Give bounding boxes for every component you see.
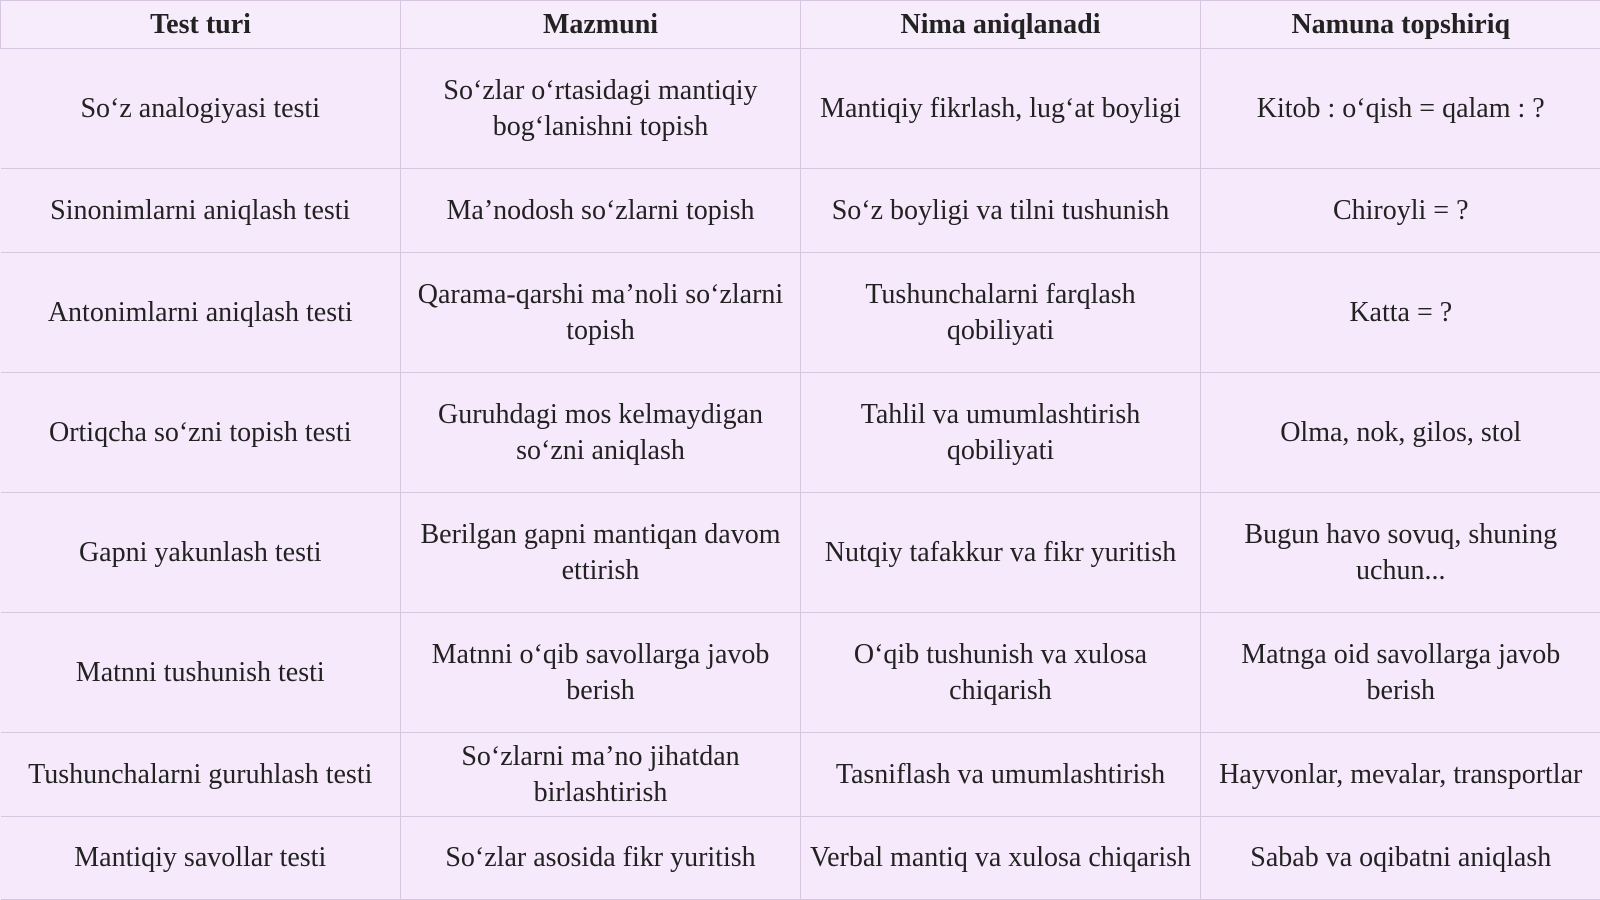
cell-namuna-topshiriq: Sabab va oqibatni aniqlash [1201, 817, 1600, 900]
cell-nima-aniqlanadi: Mantiqiy fikrlash, lug‘at boyligi [801, 49, 1201, 169]
cell-test-turi: Matnni tushunish testi [1, 613, 401, 733]
cell-test-turi: Mantiqiy savollar testi [1, 817, 401, 900]
table-row [1, 493, 1600, 613]
table-row [1, 373, 1600, 493]
cell-nima-aniqlanadi: Nutqiy tafakkur va fikr yuritish [801, 493, 1201, 613]
cell-mazmuni: Guruhdagi mos kelmaydigan so‘zni aniqlash [401, 373, 801, 493]
cell-test-turi: Tushunchalarni guruhlash testi [1, 733, 401, 817]
cell-namuna-topshiriq: Chiroyli = ? [1201, 169, 1600, 253]
cell-mazmuni: Matnni o‘qib savollarga javob berish [401, 613, 801, 733]
cell-test-turi: Antonimlarni aniqlash testi [1, 253, 401, 373]
cell-nima-aniqlanadi: Tushunchalarni farqlash qobiliyati [801, 253, 1201, 373]
cell-nima-aniqlanadi: O‘qib tushunish va xulosa chiqarish [801, 613, 1201, 733]
table-row [1, 733, 1600, 817]
table-header-row [1, 1, 1600, 49]
cell-namuna-topshiriq: Kitob : o‘qish = qalam : ? [1201, 49, 1600, 169]
cell-mazmuni: Qarama-qarshi ma’noli so‘zlarni topish [401, 253, 801, 373]
cell-nima-aniqlanadi: So‘z boyligi va tilni tushunish [801, 169, 1201, 253]
cell-namuna-topshiriq: Bugun havo sovuq, shuning uchun... [1201, 493, 1600, 613]
cell-mazmuni: So‘zlar o‘rtasidagi mantiqiy bog‘lanishni topish [401, 49, 801, 169]
cell-mazmuni: Ma’nodosh so‘zlarni topish [401, 169, 801, 253]
table-row [1, 49, 1600, 169]
cell-namuna-topshiriq: Olma, nok, gilos, stol [1201, 373, 1600, 493]
cell-nima-aniqlanadi: Tahlil va umumlashtirish qobiliyati [801, 373, 1201, 493]
cell-test-turi: Sinonimlarni aniqlash testi [1, 169, 401, 253]
cell-mazmuni: Berilgan gapni mantiqan davom ettirish [401, 493, 801, 613]
cell-test-turi: So‘z analogiyasi testi [1, 49, 401, 169]
cell-namuna-topshiriq: Katta = ? [1201, 253, 1600, 373]
cell-mazmuni: So‘zlar asosida fikr yuritish [401, 817, 801, 900]
table-row [1, 253, 1600, 373]
table-row [1, 817, 1600, 900]
cell-nima-aniqlanadi: Tasniflash va umumlashtirish [801, 733, 1201, 817]
header-mazmuni: Mazmuni [401, 1, 801, 49]
cell-namuna-topshiriq: Hayvonlar, mevalar, transportlar [1201, 733, 1600, 817]
table-row [1, 613, 1600, 733]
cell-nima-aniqlanadi: Verbal mantiq va xulosa chiqarish [801, 817, 1201, 900]
cell-mazmuni: So‘zlarni ma’no jihatdan birlashtirish [401, 733, 801, 817]
header-nima-aniqlanadi: Nima aniqlanadi [801, 1, 1201, 49]
cell-test-turi: Gapni yakunlash testi [1, 493, 401, 613]
cell-test-turi: Ortiqcha so‘zni topish testi [1, 373, 401, 493]
cell-namuna-topshiriq: Matnga oid savollarga javob berish [1201, 613, 1600, 733]
header-test-turi: Test turi [1, 1, 401, 49]
header-namuna-topshiriq: Namuna topshiriq [1201, 1, 1600, 49]
table-row [1, 169, 1600, 253]
